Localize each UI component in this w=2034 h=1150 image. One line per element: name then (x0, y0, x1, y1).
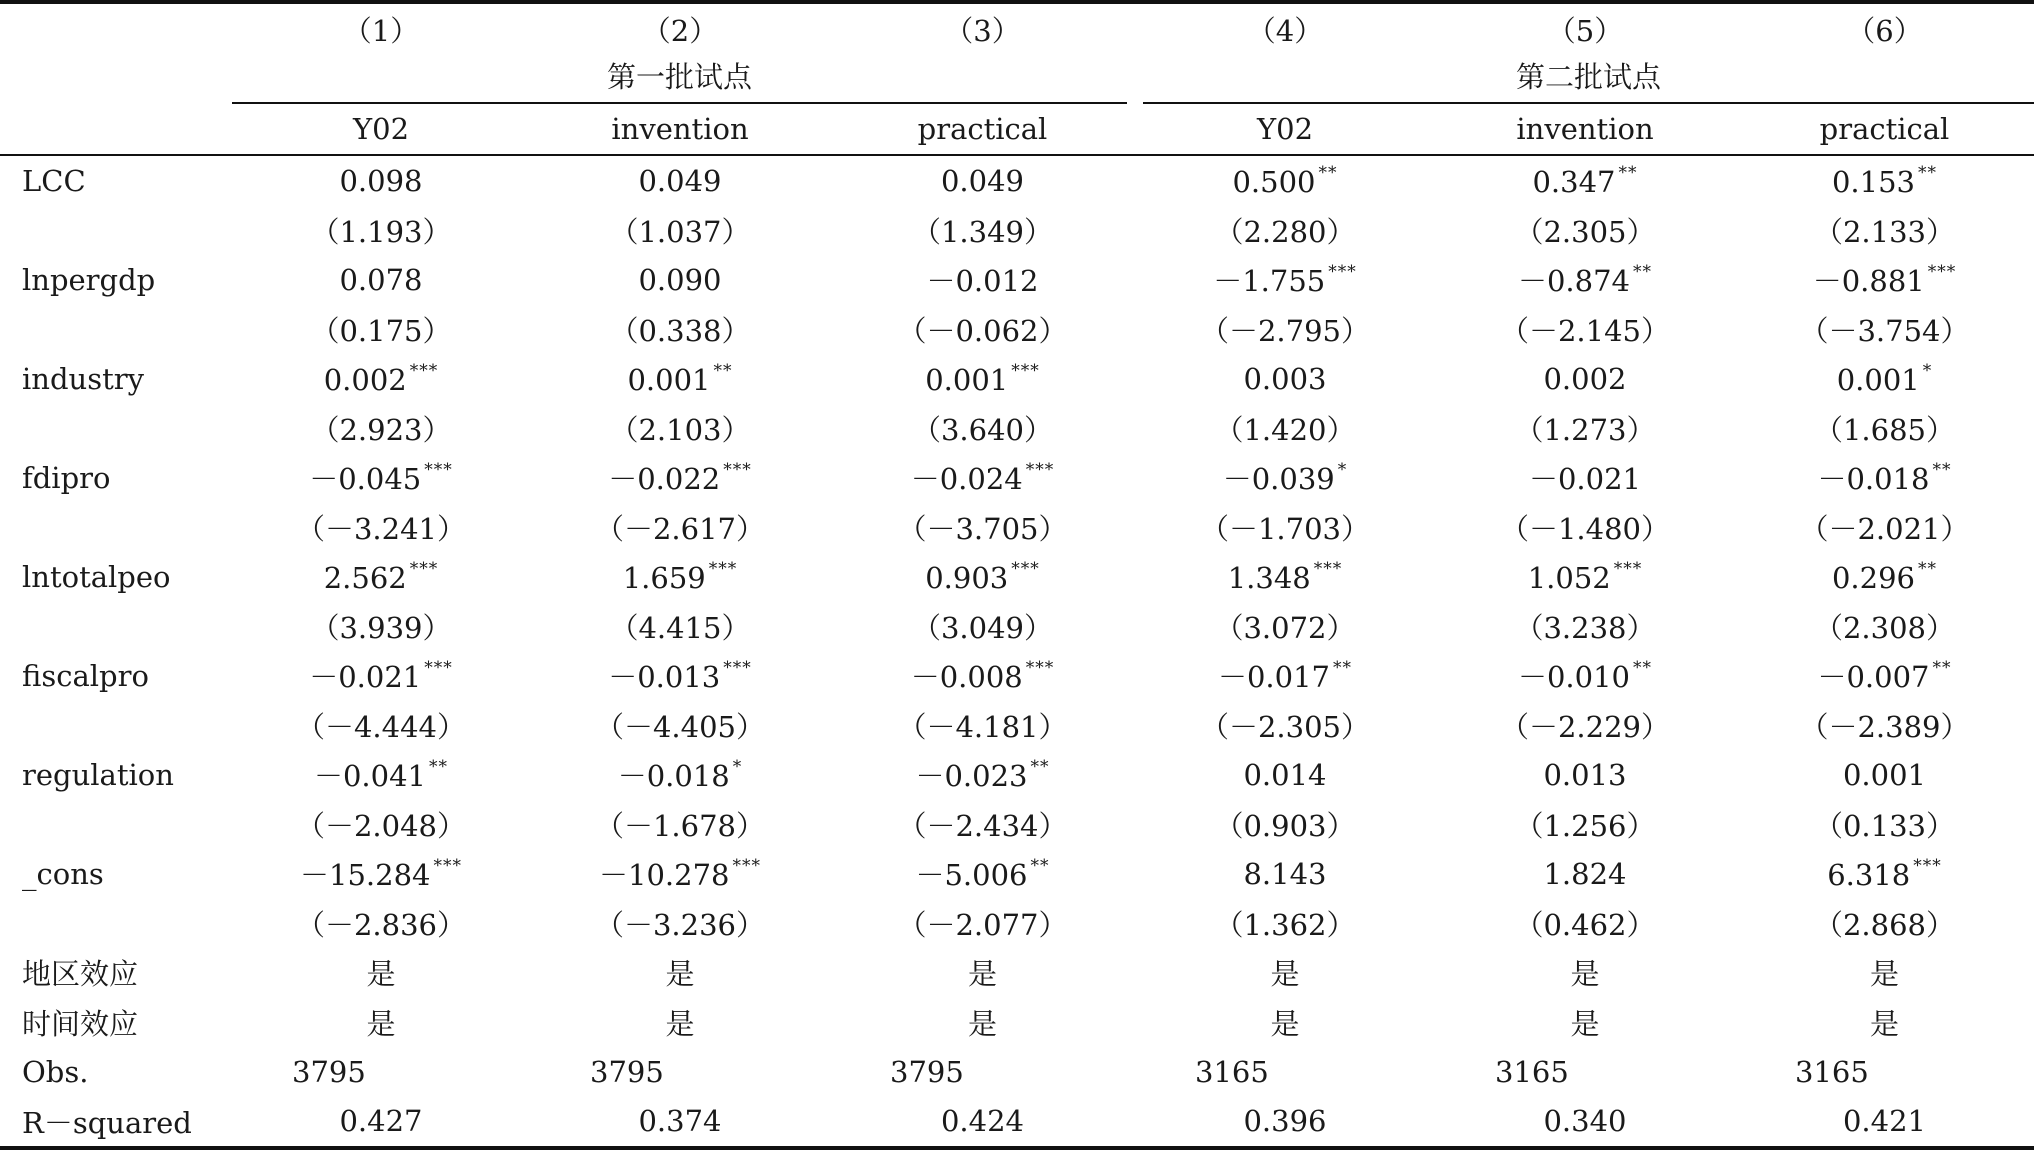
coef-row-industry (0, 354, 2034, 404)
coef-row-lnpergdp (0, 255, 2034, 305)
coef-cell (1735, 255, 2034, 305)
time-effect-row-cell: 是 (1869, 1006, 1899, 1041)
t-stat-cell: （－1.703） (1199, 511, 1371, 546)
t-stat-cell: （0.903） (1214, 808, 1356, 843)
variable-label: lntotalpeo (22, 559, 171, 594)
t-stat-cell: （－2.836） (295, 907, 467, 942)
coef-value: －0.045 (309, 462, 422, 497)
significance-stars: *** (424, 460, 453, 481)
coef-cell (1135, 255, 1435, 305)
coef-cell (232, 255, 530, 305)
t-stat-cell: （1.273） (1514, 412, 1656, 447)
time-effect-row-cell: 是 (967, 1006, 997, 1041)
coef-value: －0.010 (1517, 660, 1631, 695)
t-stat-cell: （2.280） (1214, 214, 1356, 249)
depvar-3: practical (830, 104, 1135, 155)
t-stat-cell: （0.462） (1514, 907, 1656, 942)
t-stat-cell: （1.037） (609, 214, 751, 249)
column-number-1: （1） (232, 2, 530, 54)
obs-row-cell: 3165 (1195, 1054, 1269, 1089)
t-stat-cell: （－2.145） (1499, 313, 1671, 348)
column-number-4: （4） (1135, 2, 1435, 54)
significance-stars: *** (1011, 360, 1040, 381)
significance-stars: ** (1932, 658, 1952, 679)
t-stat-cell: （－1.480） (1499, 511, 1671, 546)
significance-stars: *** (1613, 558, 1643, 579)
coef-cell (1735, 849, 2034, 899)
depvar-5: invention (1435, 104, 1735, 155)
t-stat-cell: （2.308） (1813, 610, 1956, 645)
coef-value: －0.874 (1517, 264, 1631, 299)
coef-cell (232, 552, 530, 602)
t-stat-cell: （2.868） (1813, 907, 1956, 942)
coef-value: －0.018 (617, 759, 730, 794)
significance-stars: *** (409, 558, 439, 579)
t-stat-cell: （－4.181） (897, 709, 1068, 744)
t-stat-cell: （2.103） (609, 412, 751, 447)
coef-cell (1735, 453, 2034, 503)
coef-cell (1735, 552, 2034, 602)
coef-cell (1435, 155, 1735, 206)
header-corner (0, 104, 232, 155)
coef-cell (1435, 552, 1735, 602)
coef-value: 1.824 (1543, 856, 1627, 891)
significance-stars: * (1922, 360, 1933, 381)
coef-cell (1135, 453, 1435, 503)
t-stat-cell: （－2.389） (1799, 709, 1970, 744)
t-stat-cell: （0.338） (609, 313, 751, 348)
significance-stars: *** (1025, 658, 1055, 679)
depvar-2: invention (530, 104, 830, 155)
coef-cell (1735, 354, 2034, 404)
t-stat-cell: （1.685） (1813, 412, 1956, 447)
t-stat-row-industry (0, 404, 2034, 454)
significance-stars: *** (732, 856, 761, 877)
significance-stars: ** (429, 757, 449, 778)
coef-value: －0.039 (1222, 462, 1335, 497)
t-stat-cell: （－2.077） (897, 907, 1068, 942)
coef-value: －0.021 (1528, 462, 1642, 497)
coef-value: 0.347 (1532, 164, 1616, 199)
column-number-2: （2） (530, 2, 830, 54)
significance-stars: ** (1918, 558, 1938, 579)
coef-cell (530, 453, 830, 503)
header-row-depvars (0, 104, 2034, 155)
t-stat-cell: （1.420） (1214, 412, 1356, 447)
coef-cell (830, 750, 1135, 800)
coef-value: 0.002 (323, 362, 407, 397)
r-squared-row-cell: 0.424 (830, 1097, 1135, 1149)
significance-stars: ** (1030, 757, 1050, 778)
t-stat-cell: （1.362） (1214, 907, 1356, 942)
significance-stars: *** (708, 558, 738, 579)
coef-value: －1.755 (1213, 264, 1326, 299)
significance-stars: ** (1633, 262, 1653, 283)
t-stat-cell: （－4.405） (594, 709, 766, 744)
group-label-first: 第一批试点 (232, 55, 1127, 104)
t-stat-cell: （－3.241） (295, 511, 467, 546)
coef-cell (530, 552, 830, 602)
coef-value: －5.006 (915, 858, 1028, 893)
coef-value: －0.007 (1817, 660, 1930, 695)
coef-value: －0.017 (1217, 660, 1331, 695)
coef-value: 6.318 (1827, 857, 1911, 892)
coef-value: 0.014 (1243, 757, 1327, 792)
variable-label: fdipro (22, 460, 111, 495)
variable-label-empty (0, 305, 232, 355)
t-stat-cell: （0.175） (310, 313, 452, 348)
t-stat-cell: （1.193） (310, 214, 452, 249)
region-effect-row-cell: 是 (1869, 957, 1899, 992)
t-stat-cell: （3.238） (1514, 610, 1656, 645)
coef-cell (1435, 750, 1735, 800)
coef-cell (830, 155, 1135, 206)
variable-label: lnpergdp (22, 262, 156, 297)
coef-cell (830, 552, 1135, 602)
variable-label: LCC (22, 163, 86, 198)
coef-cell (1135, 354, 1435, 404)
significance-stars: ** (1318, 162, 1338, 183)
t-stat-cell: （－3.705） (897, 511, 1068, 546)
coef-value: －0.013 (608, 660, 721, 695)
time-effect-row-cell: 是 (1270, 1006, 1300, 1041)
significance-stars: *** (433, 856, 462, 877)
t-stat-cell: （－2.305） (1199, 709, 1371, 744)
obs-row-cell: 3795 (890, 1054, 964, 1089)
coef-cell (232, 849, 530, 899)
coef-cell (1135, 750, 1435, 800)
t-stat-cell: （2.305） (1514, 214, 1656, 249)
coef-cell (1435, 453, 1735, 503)
t-stat-cell: （－2.795） (1199, 313, 1371, 348)
column-number-5: （5） (1435, 2, 1735, 54)
coef-cell (830, 849, 1135, 899)
group-header-cell (0, 54, 1135, 104)
significance-stars: ** (1918, 162, 1938, 183)
variable-label-empty (0, 701, 232, 751)
coef-row-_cons (0, 849, 2034, 899)
coef-value: －0.008 (910, 660, 1023, 695)
t-stat-cell: （3.939） (310, 610, 452, 645)
r-squared-row-cell: 0.421 (1735, 1097, 2034, 1149)
obs-row (0, 1047, 2034, 1097)
t-stat-row-lnpergdp (0, 305, 2034, 355)
t-stat-cell: （－2.048） (295, 808, 467, 843)
coef-cell (1735, 155, 2034, 206)
coef-row-LCC (0, 155, 2034, 206)
coef-row-regulation (0, 750, 2034, 800)
time-effect-row-label: 时间效应 (22, 1006, 139, 1041)
coef-value: 0.002 (1543, 361, 1627, 396)
significance-stars: ** (1932, 460, 1952, 481)
header-row-column-numbers (0, 2, 2034, 54)
t-stat-cell: （－3.236） (594, 907, 766, 942)
coef-value: 2.562 (323, 560, 407, 595)
coef-value: －0.022 (608, 462, 721, 497)
significance-stars: ** (713, 360, 733, 381)
significance-stars: *** (409, 360, 439, 381)
variable-label-empty (0, 800, 232, 850)
significance-stars: *** (1913, 855, 1942, 876)
significance-stars: *** (424, 658, 453, 679)
coef-cell (830, 255, 1135, 305)
t-stat-cell: （2.133） (1813, 214, 1956, 249)
variable-label-empty (0, 602, 232, 652)
coef-cell (530, 651, 830, 701)
coef-cell (1135, 155, 1435, 206)
r-squared-row (0, 1097, 2034, 1149)
coef-value: －15.284 (300, 858, 431, 893)
variable-label-empty (0, 503, 232, 553)
significance-stars: ** (1618, 162, 1638, 183)
t-stat-cell: （4.415） (609, 610, 751, 645)
coef-value: 8.143 (1243, 856, 1327, 891)
coef-cell (1735, 651, 2034, 701)
region-effect-row-cell: 是 (665, 957, 695, 992)
t-stat-row-fdipro (0, 503, 2034, 553)
significance-stars: *** (1011, 558, 1040, 579)
coef-value: 0.078 (339, 262, 423, 297)
coef-cell (1435, 651, 1735, 701)
region-effect-row-cell: 是 (1570, 957, 1600, 992)
t-stat-cell: （1.256） (1514, 808, 1656, 843)
coef-cell (1135, 849, 1435, 899)
depvar-6: practical (1735, 104, 2034, 155)
significance-stars: ** (1030, 856, 1050, 877)
t-stat-cell: （3.049） (911, 610, 1054, 645)
t-stat-cell: （0.133） (1813, 808, 1956, 843)
coef-value: 0.296 (1831, 560, 1916, 595)
t-stat-cell: （－1.678） (594, 808, 766, 843)
t-stat-cell: （－2.229） (1499, 709, 1671, 744)
t-stat-row-_cons (0, 899, 2034, 949)
r-squared-row-cell: 0.374 (530, 1097, 830, 1149)
t-stat-cell: （3.640） (911, 412, 1054, 447)
significance-stars: ** (1333, 658, 1353, 679)
obs-row-cell: 3795 (590, 1054, 664, 1089)
coef-row-lntotalpeo (0, 552, 2034, 602)
coef-cell (232, 453, 530, 503)
coef-value: －0.021 (309, 660, 422, 695)
obs-row-cell: 3165 (1495, 1054, 1569, 1089)
coef-cell (530, 750, 830, 800)
coef-value: 0.003 (1243, 361, 1327, 396)
r-squared-row-cell: 0.427 (232, 1097, 530, 1149)
significance-stars: *** (723, 460, 752, 481)
header-corner (0, 2, 232, 54)
coef-cell (232, 750, 530, 800)
coef-cell (830, 354, 1135, 404)
coef-value: 1.348 (1227, 560, 1311, 595)
coef-cell (232, 155, 530, 206)
coef-value: 0.090 (638, 262, 722, 297)
time-effect-row (0, 998, 2034, 1048)
significance-stars: ** (1633, 658, 1653, 679)
t-stat-cell: （－2.617） (594, 511, 766, 546)
coef-row-fiscalpro (0, 651, 2034, 701)
time-effect-row-cell: 是 (1570, 1006, 1600, 1041)
coef-cell (530, 849, 830, 899)
region-effect-row-cell: 是 (1270, 957, 1300, 992)
header-row-groups (0, 54, 2034, 104)
time-effect-row-cell: 是 (366, 1006, 396, 1041)
column-number-6: （6） (1735, 2, 2034, 54)
obs-row-label: Obs. (22, 1054, 89, 1089)
t-stat-cell: （3.072） (1214, 610, 1356, 645)
coef-value: 0.500 (1232, 164, 1316, 199)
coef-value: 0.049 (638, 163, 722, 198)
group-header-cell (1135, 54, 2034, 104)
coef-value: －0.023 (915, 759, 1028, 794)
coef-cell (530, 354, 830, 404)
obs-row-cell: 3165 (1795, 1054, 1869, 1089)
coef-cell (1135, 552, 1435, 602)
column-number-3: （3） (830, 2, 1135, 54)
coef-value: －0.018 (1817, 462, 1930, 497)
time-effect-row-cell: 是 (665, 1006, 695, 1041)
region-effect-row (0, 948, 2034, 998)
coef-cell (1135, 651, 1435, 701)
variable-label-empty (0, 206, 232, 256)
group-label-second: 第二批试点 (1143, 55, 2034, 104)
coef-value: 0.001 (627, 362, 711, 397)
depvar-1: Y02 (232, 104, 530, 155)
region-effect-row-label: 地区效应 (22, 957, 139, 992)
significance-stars: * (1337, 460, 1348, 481)
t-stat-row-regulation (0, 800, 2034, 850)
variable-label: fiscalpro (22, 658, 149, 693)
coef-value: －0.024 (910, 462, 1023, 497)
coef-value: 0.153 (1831, 164, 1916, 199)
coef-value: 0.001 (925, 362, 1009, 397)
significance-stars: *** (723, 658, 752, 679)
r-squared-row-cell: 0.340 (1435, 1097, 1735, 1149)
coef-value: －0.041 (313, 759, 427, 794)
variable-label-empty (0, 899, 232, 949)
t-stat-cell: （－0.062） (897, 313, 1068, 348)
t-stat-cell: （－4.444） (295, 709, 467, 744)
coef-cell (1435, 354, 1735, 404)
significance-stars: * (732, 757, 743, 778)
coef-cell (1735, 750, 2034, 800)
coef-value: 1.052 (1527, 560, 1611, 595)
t-stat-cell: （－2.434） (897, 808, 1068, 843)
coef-cell (830, 453, 1135, 503)
variable-label: industry (22, 361, 144, 396)
t-stat-cell: （2.923） (310, 412, 452, 447)
t-stat-cell: （1.349） (911, 214, 1054, 249)
coef-cell (530, 255, 830, 305)
coef-value: －0.881 (1812, 264, 1925, 299)
coef-value: 0.049 (940, 163, 1025, 198)
t-stat-row-LCC (0, 206, 2034, 256)
significance-stars: *** (1025, 460, 1055, 481)
significance-stars: *** (1313, 558, 1343, 579)
t-stat-row-lntotalpeo (0, 602, 2034, 652)
coef-value: 0.903 (925, 560, 1009, 595)
coef-value: 0.013 (1543, 757, 1627, 792)
depvar-4: Y02 (1135, 104, 1435, 155)
significance-stars: *** (1927, 262, 1957, 283)
r-squared-row-label: R－squared (0, 1097, 232, 1149)
coef-cell (1435, 849, 1735, 899)
coef-cell (530, 155, 830, 206)
coef-cell (232, 354, 530, 404)
coef-cell (830, 651, 1135, 701)
r-squared-row-cell: 0.396 (1135, 1097, 1435, 1149)
coef-value: －0.012 (926, 264, 1039, 299)
coef-value: 0.001 (1842, 757, 1927, 792)
variable-label-empty (0, 404, 232, 454)
coef-value: 0.098 (339, 163, 423, 198)
region-effect-row-cell: 是 (366, 957, 396, 992)
obs-row-cell: 3795 (292, 1054, 366, 1089)
coef-cell (1435, 255, 1735, 305)
coef-value: 1.659 (622, 560, 706, 595)
variable-label: _cons (22, 856, 104, 891)
t-stat-cell: （－3.754） (1799, 313, 1970, 348)
t-stat-cell: （－2.021） (1799, 511, 1970, 546)
coef-value: －10.278 (599, 858, 730, 893)
coef-cell (232, 651, 530, 701)
region-effect-row-cell: 是 (967, 957, 997, 992)
t-stat-row-fiscalpro (0, 701, 2034, 751)
significance-stars: *** (1328, 262, 1357, 283)
coef-row-fdipro (0, 453, 2034, 503)
coef-value: 0.001 (1836, 362, 1920, 397)
variable-label: regulation (22, 757, 174, 792)
